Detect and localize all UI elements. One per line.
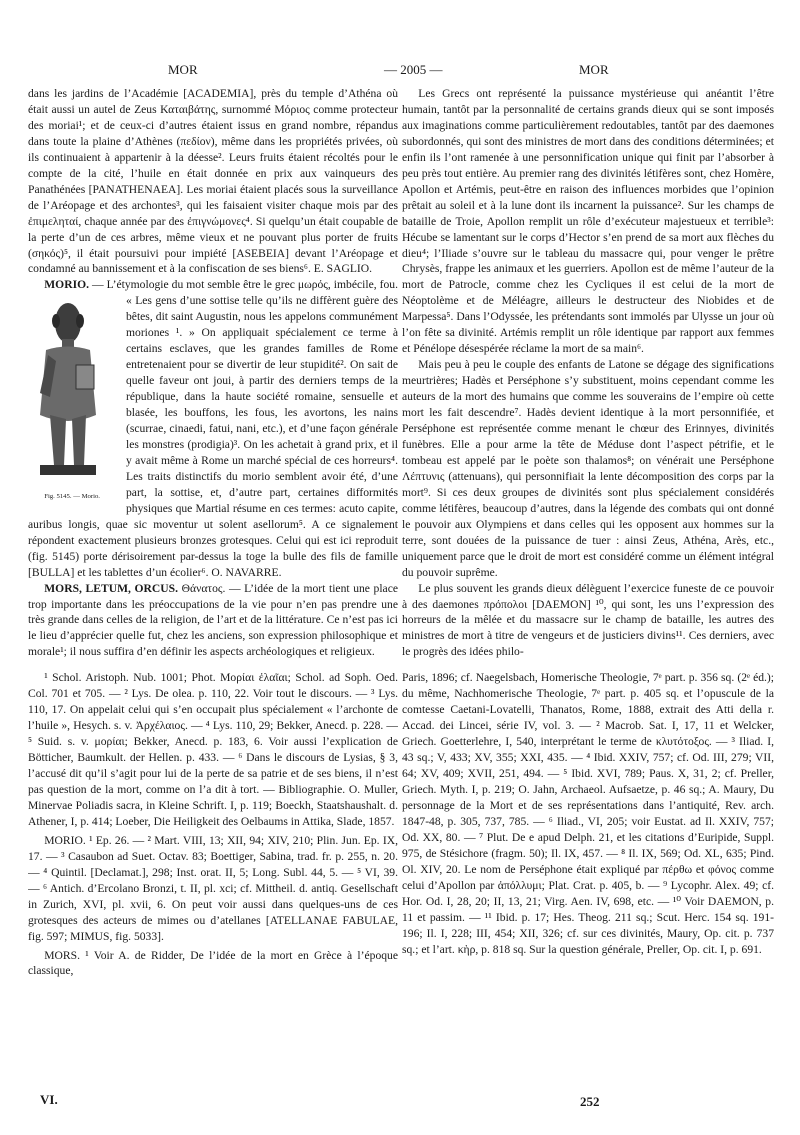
footnotes-morio: MORIO. ¹ Ep. 26. — ² Mart. VIII, 13; XII, 94; XIV, 210; Plin. Jun. Ep. IX, 17. — ³ Casaubon ad Suet. Octav. 83; Boettiger, Sabina, trad. fr. p. 255, n. 20. — ⁴ Quintil. [Declamat.], 298; Inst. orat. II, 5; Long. Subl. 44, 5. — ⁵ VI, 39. — ⁶ Antich. d’Ercolano Bronzi, t. II, pl. xci; cf. Mittheil. d. antiq. Gesellschaft in Zurich, XVI, pl. xvii, 6. On peut voir aussi dans quelques-uns de ces grotesques des acteurs de mimes ou d’atellanes [ATELLANAE FABULAE, fig. 597; MIMUS, fig. 5033].	[28, 833, 398, 943]
mors-paragraph-1: Les Grecs ont représenté la puissance mystérieuse qui anéantit l’être humain, tantôt par la personnalité de certains grands dieux qui se sont imposés aux imaginations comme particulièrement redoutables, tantôt par des daemones subordonnés, qui sont des ministres de mort dans des conditions déterminées; et enfin ils l’ont ramenée à une personnification unique qui finit par l’absorber à peu près tout entière. Au premier rang des divinités létifères sont, chez Homère, Apollon et Artémis, peut-être en raison des influences morbides que l’opinion prêtait au soleil et à la lune dont ils incarnent la puissance². Sur les champs de bataille de Troie, Apollon remplit un rôle d’exécuteur majestueux et terrible³: Hécube se lamentant sur le corps d’Hector s’en prend de sa mort aux flèches du dieu⁴; l’Iliade s’ouvre sur le tableau du massacre qui, pour venger le prêtre Chrysès, frappe les animaux et les guerriers. Apollon est de même l’auteur de la mort de Patrocle, comme chez les Cycliques il est celui de la mort de Néoptolème et de Méléagre, ailleurs le destructeur des Niobides et de Marpessa⁵. Dans l’Odyssée, les prétendants sont immolés par Ulysse un jour où l’on fête sa divinité. Artémis remplit un rôle identique par rapport aux femmes et Pénélope désespérée réclame la mort de sa main⁶.	[402, 87, 774, 356]
page-number: 252	[580, 1094, 600, 1109]
footnotes-moriai: ¹ Schol. Aristoph. Nub. 1001; Phot. Μορίαι ἐλαῖαι; Schol. ad Soph. Oed. Col. 701 et 705. — ² Lys. De olea. p. 110, 22. Voir tout le discours. — ³ Lys. 110, 17. On appelait celui qui s’en occupait plus spécialement « l’archonte de l’huile », Hesych. s. v. Ἀρχέλαιος. — ⁴ Lys. 110, 29; Bekker, Anecd. p. 228. — ⁵ Suid. s. v. μορίαι; Bekker, Anecd. p. 183, 6. Voir aussi l’explication de Bötticher, Baumkult. der Hellen. p. 433. — ⁶ Dans le discours de Lysias, § 3, l’accusé dit qu’il s’agit pour lui de la perte de sa patrie et de ses biens, il n’est pas question de la mort, comme on l’a dit à tort. — Bibliographie. O. Muller, Minervae Poliadis sacra, in Kleine Schrift. I, p. 119; Boeckh, Staatshaushalt. d. Athener, I, p. 414; Loeber, Die Heiligkeit des Oelbaums in Attika, Slade, 1857.	[28, 671, 398, 828]
mors-paragraph-3: Le plus souvent les grands dieux délèguent l’exercice funeste de ce pouvoir à des daemones πρόπολοι [DAEMON] ¹⁰, qui sont, les uns l’expression des horreurs de la mêlée et du massacre sur le champ de bataille, les autres des ministres de mort à titre de vengeurs et de justiciers divins¹¹. Ces derniers, avec le progrès des idées philo-	[402, 581, 774, 659]
morio-statuette-image	[28, 295, 118, 485]
right-column	[402, 86, 774, 960]
figure-5145	[28, 295, 118, 503]
entry-mors-text: Θάνατος. — L’idée de la mort tient une place trop importante dans les préoccupations de la vie pour n’en pas prendre une très grande dans celles de la religion, de l’art et de la littérature. Ce n’est pas ici le lieu d’apprécier quelle fut, chez les anciens, son expression philosophique et morale¹; il nous suffira d’en définir les aspects archéologiques et religieux.	[28, 581, 398, 659]
footnotes-mors: MORS. ¹ Voir A. de Ridder, De l’idée de la mort en Grèce à l’époque classique,	[28, 948, 398, 978]
entry-mors	[28, 581, 398, 661]
headword-mors: MORS, LETUM, ORCUS.	[44, 581, 179, 595]
entry-morio	[28, 277, 398, 580]
entry-morio-text: « Les gens d’une sottise telle qu’ils ne diffèrent guère des bêtes, dit saint Augustin, nous les appelons communément moriones ¹. » On appliquait spécialement ce terme à certains esclaves, que les grandes familles de Rome entretenaient pour se divertir de leur stupidité². On sait de quelle faveur ont joui, à partir des derniers temps de la république, dans la haute société romaine, sensuelle et blasée, les bouffons, les fous, les avortons, les nains (scurrae, cinaedi, fatui, nani, etc.), et d’une façon générale les monstres (prodigia)³. On les achetait à grand prix, et il y avait même à Rome un marché spécial de ces horreurs⁴. Les traits distinctifs du morio semblent avoir été, d’une part, la sottise, et, d’autre part, certaines difformités physiques que Martial résume en ces termes: acuto capite, auribus longis, quae sic moventur ut solent asellorum⁵. A ce signalement répondent exactement plusieurs bronzes grotesques. Celui qui est ici reproduit (fig. 5145) porte dérisoirement par-dessus la toge la bulle des fils de famille [BULLA] et les tablettes d’un écolier⁶. O. NAVARRE.	[28, 294, 398, 579]
figure-caption: Fig. 5145. — Morio.	[44, 493, 100, 501]
column-numbers: — 2005 —	[384, 62, 443, 77]
running-head-left: MOR	[168, 62, 198, 77]
signature-mark: VI.	[40, 1092, 58, 1107]
page-header	[0, 62, 800, 80]
left-column	[28, 86, 398, 982]
running-head-right: MOR	[579, 62, 609, 77]
footnotes-left	[28, 670, 398, 979]
entry-morio-text-start: — L’étymologie du mot semble être le grec μωρός, imbécile, fou.	[92, 278, 398, 292]
headword-morio: MORIO.	[44, 278, 89, 292]
mors-paragraph-2: Mais peu à peu le couple des enfants de Latone se dégage des significations meurtrières; Hadès et Perséphone s’y substituent, moins cependant comme les auteurs de la mort des humains que comme les souverains de l’empire où cette mort les fait descendre⁷. Hadès devient identique à la mort personnifiée, et Perséphone est représentée comme menant le chœur des Erinnyes, divinités funèbres. Elle a pour arme la tête de Méduse dont l’aspect pétrifie, et le tombeau est appelé par le poète son thalamos⁸; on vénérait une Perséphone Λέπτυνις (attenuans), qui personnifiait la lente décomposition des corps par la mort⁹. Si ces deux groupes de divinités sont plus spécialement considérés comme létifères, beaucoup d’autres, dans la légende des combats qui ont donné le pouvoir aux Olympiens et dans celles qui les opposent aux hommes sur la terre, sont douées de la puissance de tuer : ainsi Zeus, Athéna, Arès, etc., uniquement parce que le droit de mort est considéré comme un élément intégral du pouvoir suprême.	[402, 358, 774, 579]
footnotes-right	[402, 670, 774, 957]
footnotes-mors-continued: Paris, 1896; cf. Naegelsbach, Homerische Theologie, 7ᵉ part. p. 356 sq. (2ᵉ éd.); du même, Nachhomerische Theologie, 7ᵉ part. p. 405 sq. et l’opuscule de la comtesse Caetani-Lovatelli, Thanatos, Rome, 1888, extrait des Atti della r. Accad. dei Lincei, série IV, vol. 3. — ² Macrob. Sat. I, 17, 11 et Welcker, Griech. Goetterlehre, I, 540, interprétant le terme de κλυτότοξος. — ³ Iliad. I, 43 sq.; V, 433; XV, 355; XXI, 435. — ⁴ Ibid. XXIV, 757; cf. Od. III, 279; VII, 64; XV, 409; XVII, 251, 494. — ⁵ Ibid. XVI, 789; Paus. X, 31, 2; cf. Preller, Griech. Myth. I, p. 219; O. Jahn, Archaeol. Aufsaetze, p. 46 sq.; A. Maury, Du personnage de la Mort et de ses représentations dans l’antiquité, Rev. arch. 1847-48, p. 305, 737, 785. — ⁶ Iliad., VI, 205; voir Eustat. ad Il. XXIV, 757; Od. XX, 80. — ⁷ Plut. De e apud Delph. 21, et les citations d’Euripide, Suppl. 975, de Stésichore (fragm. 50); Il. IX, 457. — ⁸ Il. IX, 569; Od. XL, 635; Pind. Ol. XIV, 20. Le nom de Perséphone était expliqué par πέρθω et φόνος comme celui d’Apollon par ἀπόλλυμι; Plat. Crat. p. 405, b. — ⁹ Lycophr. Alex. 49; cf. Hor. Od. I, 28, 20; II, 13, 21; Virg. Aen. IV, 698, etc. — ¹⁰ Voir DAEMON, p. 11 et passim. — ¹¹ Ibid. p. 17; Hes. Theog. 211 sq.; Scut. Herc. 154 sq. 191-196; Il. I, 228; III, 454; XII, 326; cf. sur ces divinités, Maury, Op. cit. p. 737 sq.; et l’art. κὴρ, p. 818 sq. Sur la question générale, Preller, Op. cit. I, p. 691.	[402, 671, 774, 956]
entry-moriai-continuation: dans les jardins de l’Académie [ACADEMIA], près du temple d’Athéna où était aussi un autel de Zeus Καταιβάτης, surnommé Μόριος comme protecteur des moriai¹; et de ceux-ci d’autres étaient issus en grand nombre, répandus dans toute la plaine d’Athènes (πεδίον), même dans les propriétés privées, où ils continuaient à appartenir à la déesse². Leurs fruits étaient récoltés pour le compte de la cité, l’huile en était donnée en prix aux vainqueurs des Panathénées [PANATHENAEA]. Les moriai étaient placés sous la surveillance de l’Aréopage et des archontes³, qui les faisaient visiter chaque mois par des ἐπιμεληταί, chaque année par des ἐπιγνώμονες⁴. Si quelqu’un était coupable de la perte d’un de ces arbres, même vieux et ne pouvant plus porter de fruits (σηκός)⁵, il était poursuivi pour impiété [ASEBEIA] devant l’Aréopage et condamné au bannissement et à la confiscation de ses biens⁶. E. SAGLIO.	[28, 87, 398, 276]
